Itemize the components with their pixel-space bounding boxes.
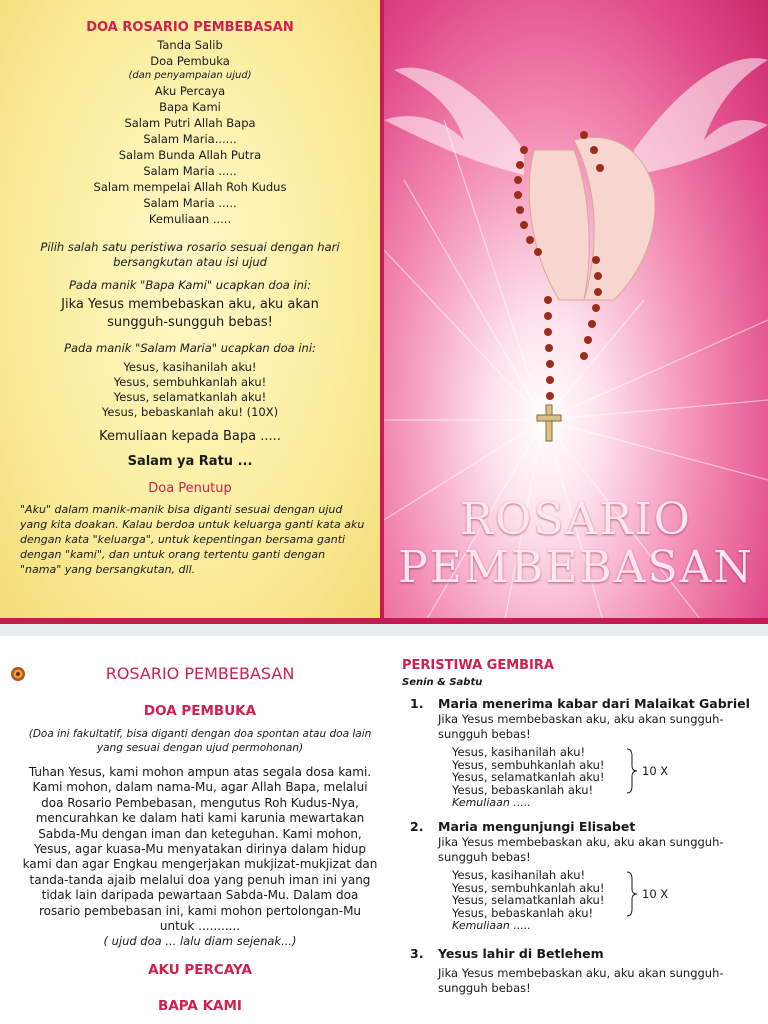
- bapa-kami-prayer: sungguh-sungguh bebas!: [107, 315, 273, 330]
- maria-line: Yesus, bebaskanlah aku! (10X): [101, 405, 279, 419]
- panel-title: DOA ROSARIO PEMBEBASAN: [86, 20, 294, 35]
- rosary-order-panel: [0, 0, 384, 624]
- bapa-kami-prayer: Jika Yesus membebaskan aku, aku akan: [61, 297, 319, 312]
- repeat-count: 10 X: [642, 887, 669, 901]
- opening-column: [20, 636, 380, 1014]
- creed-title: AKU PERCAYA: [148, 962, 252, 979]
- choose-instruction: bersangkutan atau isi ujud: [113, 255, 267, 269]
- mysteries-days: Senin & Sabtu: [402, 677, 483, 688]
- order-item: Salam mempelai Allah Roh Kudus: [93, 180, 287, 194]
- mystery-title: Maria mengunjungi Elisabet: [438, 819, 636, 834]
- order-item: Salam Maria .....: [143, 164, 237, 178]
- litany-line: Yesus, selamatkanlah aku!: [452, 893, 605, 907]
- intention-note: ( ujud doa ... lalu diam sejenak...): [103, 934, 297, 949]
- mystery-prayer: Jika Yesus membebaskan aku, aku akan sungguh-sungguh bebas!: [438, 712, 724, 741]
- maria-line: Yesus, sembuhkanlah aku!: [113, 375, 267, 389]
- litany-line: Yesus, selamatkanlah aku!: [452, 770, 605, 784]
- joyful-mysteries-column: [402, 636, 758, 996]
- litany: [438, 746, 758, 796]
- glory-line: Kemuliaan .....: [452, 919, 531, 932]
- page-title: ROSARIO PEMBEBASAN: [105, 664, 295, 683]
- maria-line: Yesus, selamatkanlah aku!: [113, 390, 267, 404]
- mystery-prayer: Jika Yesus membebaskan aku, aku akan sungguh-sungguh bebas!: [438, 835, 724, 864]
- salam-maria-instruction: Pada manik "Salam Maria" ucapkan doa ini:: [64, 341, 316, 355]
- order-item: Salam Maria .....: [143, 196, 237, 210]
- mystery-item: [402, 946, 758, 996]
- bapa-kami-instruction: Pada manik "Bapa Kami" ucapkan doa ini:: [69, 278, 311, 292]
- order-item: Tanda Salib: [157, 38, 223, 52]
- mystery-number: 1.: [410, 696, 424, 711]
- order-item: Salam Putri Allah Bapa: [124, 116, 256, 130]
- cover-title-line2: PEMBEBASAN: [398, 542, 754, 593]
- order-item: Bapa Kami: [159, 100, 221, 114]
- mystery-number: 2.: [410, 819, 424, 834]
- choose-instruction: Pilih salah satu peristiwa rosario sesuai dengan hari: [40, 240, 340, 254]
- mystery-item: [402, 696, 758, 809]
- our-father-title: BAPA KAMI: [158, 998, 242, 1015]
- order-item-note: (dan penyampaian ujud): [128, 70, 252, 81]
- litany-line: Yesus, sembuhkanlah aku!: [452, 880, 605, 895]
- litany-line: Yesus, sembuhkanlah aku!: [452, 757, 605, 772]
- litany: [438, 869, 758, 919]
- closing-prayer-title: Doa Penutup: [148, 481, 232, 496]
- repeat-count: 10 X: [642, 764, 669, 778]
- cover-title-line1: ROSARIO: [460, 494, 692, 545]
- order-item: Aku Percaya: [154, 84, 226, 98]
- closing-note: "Aku" dalam manik-manik bisa diganti sesuai dengan ujud yang kita doakan. Kalau berdoa untuk keluarga ganti kata aku dengan kata "keluarga", untuk kepentingan bersama ganti dengan "kami", dan untuk orang tertentu ganti dengan "nama" yang bersangkutan, dll.: [20, 503, 365, 576]
- mysteries-title: PERISTIWA GEMBIRA: [402, 658, 554, 673]
- cover-panel: [384, 0, 768, 624]
- order-item: Salam Maria......: [143, 132, 237, 146]
- glory-be: Kemuliaan kepada Bapa .....: [99, 429, 281, 444]
- mystery-number: 3.: [410, 946, 424, 961]
- hail-holy-queen: Salam ya Ratu ...: [127, 454, 253, 469]
- litany-line: Yesus, bebaskanlah aku!: [452, 905, 594, 920]
- scan-gap: [0, 624, 768, 636]
- opening-prayer-title: DOA PEMBUKA: [143, 703, 257, 719]
- glory-line: Kemuliaan .....: [452, 796, 531, 809]
- opening-prayer-note: (Doa ini fakultatif, bisa diganti dengan doa spontan atau doa lain yang sesuai dengan ujud permohonan): [28, 728, 372, 754]
- mystery-item: [402, 819, 758, 932]
- order-item: Doa Pembuka: [150, 54, 230, 68]
- praying-hands: [529, 137, 655, 300]
- booklet-page: [0, 636, 768, 1024]
- mystery-title: Yesus lahir di Betlehem: [438, 946, 604, 961]
- brace-icon: [626, 748, 638, 794]
- maria-line: Yesus, kasihanilah aku!: [123, 360, 257, 374]
- brace-icon: [626, 871, 638, 917]
- litany-line: Yesus, bebaskanlah aku!: [452, 782, 594, 797]
- order-item: Kemuliaan .....: [148, 212, 232, 226]
- opening-prayer-text: Tuhan Yesus, kami mohon ampun atas segala dosa kami. Kami mohon, dalam nama-Mu, agar Allah Bapa, melalui doa Rosario Pembebasan, mengutus Roh Kudus-Nya, mencurahkan ke dalam hati kami karunia mewartakan Sabda-Mu dengan iman dan keteguhan. Kami mohon, Yesus, agar kuasa-Mu menyatakan dirinya dalam hidup kami dan agar Engkau mengerjakan mukjizat-mukjizat dan tanda-tanda ajaib melalui doa yang penuh iman ini yang tidak lain daripada pewartaan Sabda-Mu. Dalam doa rosario pembebasan ini, kami mohon pertolongan-Mu untuk ...........: [22, 765, 378, 934]
- litany-line: Yesus, kasihanilah aku!: [452, 745, 586, 759]
- order-item: Salam Bunda Allah Putra: [118, 148, 262, 162]
- mystery-title: Maria menerima kabar dari Malaikat Gabriel: [438, 696, 750, 711]
- litany-line: Yesus, kasihanilah aku!: [452, 868, 586, 882]
- mystery-prayer: Jika Yesus membebaskan aku, aku akan sungguh-sungguh bebas!: [438, 966, 724, 995]
